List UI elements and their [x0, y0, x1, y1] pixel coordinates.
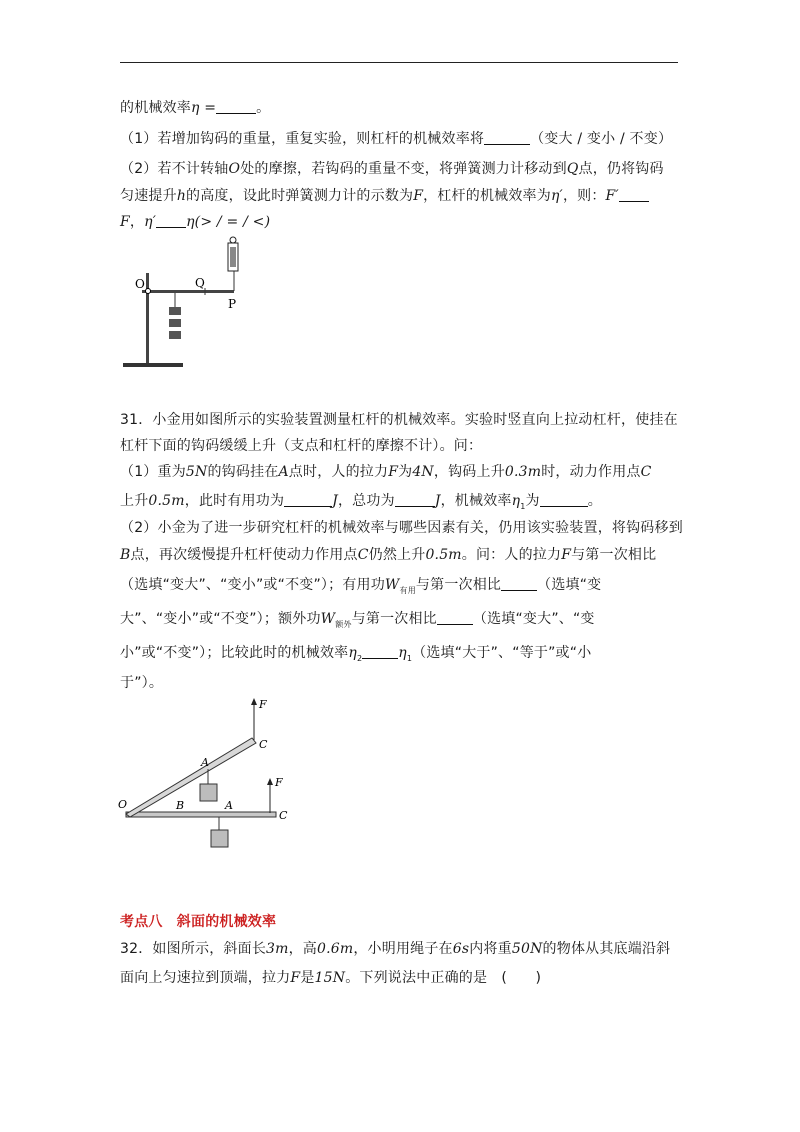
- text: 仍然上升: [368, 547, 426, 563]
- text: ，小明用绳子在: [353, 941, 453, 957]
- symbol-eta1: η: [398, 645, 407, 661]
- text: 的高度，设此时弹簧测力计的示数为: [186, 188, 414, 204]
- symbol-eta1: η: [511, 493, 521, 509]
- text: 与第一次相比: [351, 611, 437, 627]
- text: ，钩码上升: [433, 464, 505, 480]
- subscript: 2: [356, 653, 363, 663]
- heading-text: 考点八 斜面的机械效率: [120, 914, 277, 930]
- value-0.3m: 0.3m: [504, 464, 542, 480]
- weight-block: [169, 331, 181, 339]
- q31-part2-line4: [120, 609, 595, 635]
- text: 为: [398, 464, 413, 480]
- symbol-F: F: [388, 464, 399, 480]
- text: ，杠杆的机械效率为: [423, 188, 551, 204]
- text: 点，再次缓慢提升杠杆使动力作用点: [130, 547, 358, 563]
- scale-ring: [230, 237, 236, 243]
- label-Q: Q: [195, 276, 205, 290]
- subscript: 1: [406, 653, 413, 663]
- text: 于”）。: [120, 675, 164, 691]
- q32-line1: [120, 939, 670, 959]
- text: 32．如图所示，斜面长: [120, 941, 267, 957]
- text: 杠杆下面的钩码缓缓上升（支点和杠杆的摩擦不计）。问：: [120, 438, 483, 454]
- text: 时，动力作用点: [541, 464, 641, 480]
- text: 。: [587, 493, 602, 509]
- answer-blank[interactable]: [619, 187, 649, 202]
- stand-base: [123, 363, 183, 367]
- q31-line1: [120, 410, 678, 430]
- symbol-A: A: [278, 464, 289, 480]
- q31-part2-line6: [120, 673, 163, 693]
- q31-part2-line3: [120, 575, 601, 601]
- symbol-F-prime: F′: [605, 188, 619, 204]
- text: 的物体从其底端沿斜: [542, 941, 671, 957]
- text: 面向上匀速拉到顶端，拉力: [120, 970, 291, 986]
- section-heading: [120, 912, 276, 932]
- symbol-eta-prime: η′: [144, 214, 157, 230]
- text: 与第一次相比: [415, 577, 502, 593]
- q31-part1-line2: [120, 491, 602, 517]
- symbol-eta-prime: η′: [550, 188, 563, 204]
- label-F: F: [275, 776, 283, 789]
- text: （选填“变: [537, 577, 602, 593]
- text: （1）重为: [120, 464, 186, 480]
- inclined-lever: [126, 738, 256, 817]
- label-O: O: [118, 798, 128, 811]
- value-0.5m: 0.5m: [425, 547, 462, 563]
- text: 小”或“不变”）；比较此时的机械效率: [120, 645, 349, 661]
- text: ，机械效率: [440, 493, 512, 509]
- header-rule: [120, 62, 678, 63]
- q30-part2-line2: [120, 186, 649, 206]
- value-4N: 4N: [412, 464, 434, 480]
- lever-bar: [142, 290, 234, 293]
- q30-part1: [120, 129, 672, 149]
- text: ，: [129, 214, 145, 230]
- text: ，总功为: [337, 493, 395, 509]
- unit-J: J: [332, 493, 338, 509]
- lever-figure-2: [118, 696, 298, 866]
- text: ，此时有用功为: [184, 493, 285, 509]
- answer-blank[interactable]: [284, 492, 332, 507]
- text: 是: [300, 970, 315, 986]
- value-3m: 3m: [266, 941, 289, 957]
- text: （选填“变大”、“变: [472, 611, 595, 627]
- value-15N: 15N: [314, 970, 346, 986]
- q32-line2: [120, 968, 541, 988]
- text: 处的摩擦，若钩码的重量不变，将弹簧测力计移动到: [240, 161, 567, 177]
- text: （选填“变大”、“变小”或“不变”）；有用功: [120, 577, 385, 593]
- label-A: A: [201, 756, 209, 769]
- text: 。下列说法中正确的是 ( ): [345, 970, 542, 986]
- answer-blank[interactable]: [395, 492, 435, 507]
- weight-block: [169, 307, 181, 315]
- symbol-C: C: [357, 547, 369, 563]
- options-text: （变大 / 变小 / 不变）: [530, 131, 673, 147]
- text: ，高: [288, 941, 318, 957]
- answer-blank[interactable]: [362, 644, 398, 659]
- unit-J: J: [434, 493, 441, 509]
- text: （1）若增加钩码的重量，重复实验，则杠杆的机械效率将: [120, 131, 485, 147]
- symbol-Q: Q: [566, 161, 579, 177]
- value-50N: 50N: [511, 941, 543, 957]
- eta-symbol: η =: [191, 100, 217, 116]
- text: 31．小金用如图所示的实验装置测量杠杆的机械效率。实验时竖直向上拉动杠杆，使挂在: [120, 412, 678, 428]
- symbol-eta2: η: [348, 645, 357, 661]
- text: 为: [525, 493, 540, 509]
- lever-figure-1: [115, 235, 255, 385]
- pivot-O: [146, 289, 151, 294]
- text: 的机械效率: [120, 100, 191, 116]
- label-O: O: [135, 277, 145, 291]
- text: 与第一次相比: [571, 547, 657, 563]
- q30-efficiency-line: [120, 98, 270, 118]
- weight-block: [169, 319, 181, 327]
- value-5N: 5N: [185, 464, 208, 480]
- text: （2）小金为了进一步研究杠杆的机械效率与哪些因素有关，仍用该实验装置，将钩码移到: [120, 520, 683, 536]
- subscript: 额外: [335, 619, 352, 629]
- symbol-W-extra: W: [320, 611, 336, 627]
- symbol-O: O: [228, 161, 241, 177]
- value-0.6m: 0.6m: [317, 941, 354, 957]
- q31-part2-line1: [120, 518, 683, 538]
- answer-blank[interactable]: [156, 213, 186, 228]
- label-A: A: [225, 799, 233, 812]
- q31-part2-line5: [120, 643, 591, 669]
- label-F: F: [259, 698, 267, 711]
- label-C: C: [259, 738, 268, 751]
- text: 。: [256, 100, 271, 116]
- q30-part2-line1: [120, 159, 664, 179]
- symbol-W-useful: W: [384, 577, 400, 593]
- arrow-head: [251, 698, 257, 705]
- answer-blank[interactable]: [437, 610, 473, 625]
- text: 。问：人的拉力: [461, 547, 562, 563]
- answer-blank[interactable]: [216, 99, 256, 114]
- label-C: C: [279, 809, 288, 822]
- value-0.5m: 0.5m: [148, 493, 185, 509]
- symbol-F: F: [290, 970, 301, 986]
- symbol-F: F: [120, 214, 130, 230]
- q31-part1-line1: [120, 462, 652, 482]
- label-B: B: [176, 799, 185, 812]
- symbol-F: F: [413, 188, 424, 204]
- horizontal-lever: [126, 812, 276, 817]
- text: 的钩码挂在: [207, 464, 279, 480]
- value-6s: 6s: [452, 941, 470, 957]
- symbol-F: F: [561, 547, 572, 563]
- q31-line2: [120, 436, 482, 456]
- symbol-C: C: [640, 464, 652, 480]
- text: 大”、“变小”或“不变”）；额外功: [120, 611, 321, 627]
- answer-blank[interactable]: [501, 576, 537, 591]
- arrow-head: [267, 778, 273, 785]
- text: （选填“大于”、“等于”或“小: [412, 645, 592, 661]
- label-P: P: [228, 297, 237, 311]
- q31-part2-line2: [120, 545, 656, 565]
- weight-block: [211, 830, 228, 847]
- text: 匀速提升: [120, 188, 177, 204]
- text: 上升: [120, 493, 149, 509]
- symbol-h: h: [176, 188, 187, 204]
- symbol-eta-options: η(> / = / <): [186, 214, 271, 230]
- text: 点，仍将钩码: [578, 161, 664, 177]
- subscript: 1: [520, 501, 526, 511]
- symbol-B: B: [120, 547, 131, 563]
- answer-blank[interactable]: [484, 130, 530, 145]
- answer-blank[interactable]: [540, 492, 588, 507]
- stand-rod: [146, 273, 149, 363]
- weight-block: [200, 784, 217, 801]
- text: 内将重: [469, 941, 512, 957]
- spring-scale-body: [230, 247, 236, 267]
- q30-part2-line3: [120, 212, 270, 232]
- text: （2）若不计转轴: [120, 161, 229, 177]
- subscript: 有用: [399, 585, 416, 595]
- text: 点时，人的拉力: [288, 464, 389, 480]
- text: ，则：: [562, 188, 606, 204]
